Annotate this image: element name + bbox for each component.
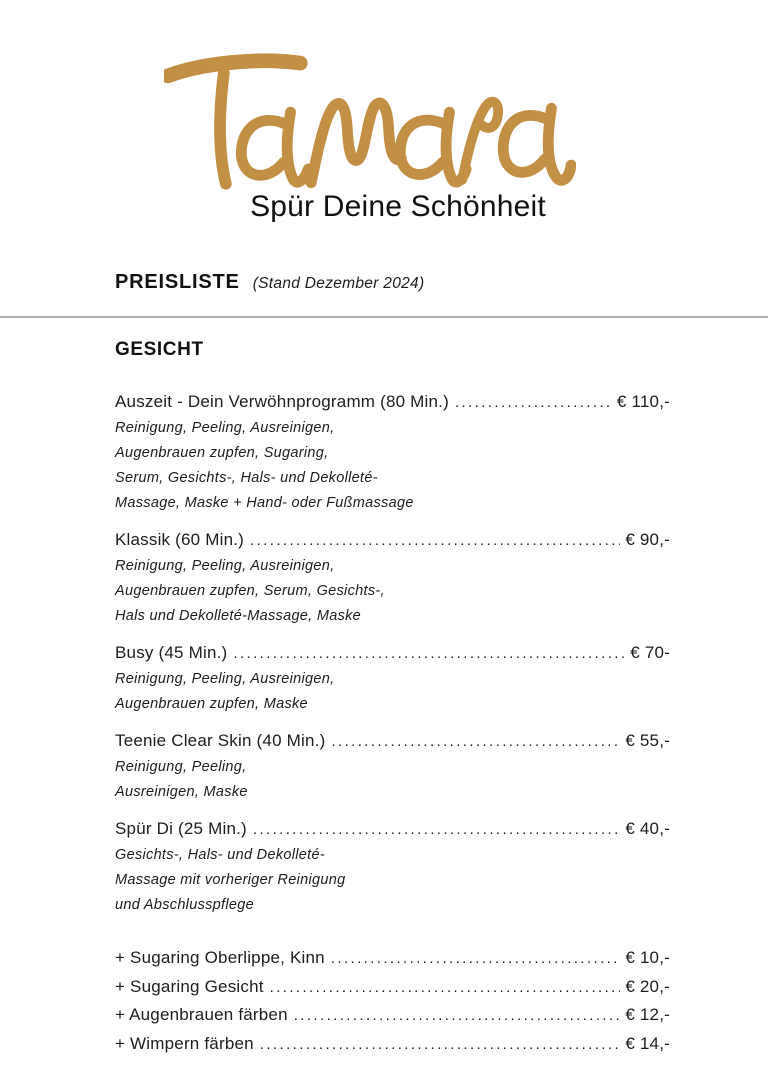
logo-letter-t-stem xyxy=(220,73,226,184)
dot-leader xyxy=(331,945,621,973)
addon-price: € 20,- xyxy=(625,976,670,996)
addon-row-wimpern-faerben xyxy=(115,1030,670,1059)
item-description-line: Ausreinigen, Maske xyxy=(115,784,248,800)
addon-row-sugaring-gesicht xyxy=(115,973,670,1002)
item-description-line: Reinigung, Peeling, Ausreinigen, xyxy=(115,558,335,574)
pricelist-title: PREISLISTE xyxy=(115,271,240,293)
item-price: € 40,- xyxy=(625,819,670,838)
addon-price: € 12,- xyxy=(625,1005,670,1024)
item-price-row xyxy=(115,818,670,841)
item-description-line: Augenbrauen zupfen, Maske xyxy=(115,696,308,712)
item-description-line: Serum, Gesichts-, Hals- und Dekolleté- xyxy=(115,470,378,486)
logo-letter-a2-bowl xyxy=(400,120,446,174)
logo-block xyxy=(0,0,768,224)
logo-letter-m xyxy=(311,103,401,183)
addon-price: € 10,- xyxy=(625,948,670,967)
addon-row-sugaring-oberlippe-kinn xyxy=(115,944,670,973)
item-description xyxy=(115,667,670,717)
addon-name: + Wimpern färben xyxy=(115,1033,254,1053)
tamara-brand-logo xyxy=(164,52,576,190)
pricelist-date: (Stand Dezember 2024) xyxy=(252,275,425,292)
item-name: Teenie Clear Skin (40 Min.) xyxy=(115,731,326,750)
item-description-line: Hals und Dekolleté-Massage, Maske xyxy=(115,608,362,624)
addon-name: + Sugaring Gesicht xyxy=(115,976,264,996)
logo-letter-a1-stem xyxy=(287,112,308,182)
brand-tagline: Spür Deine Schönheit xyxy=(250,190,546,223)
dot-leader xyxy=(233,643,625,665)
item-description-line: Reinigung, Peeling, xyxy=(115,759,247,775)
dot-leader xyxy=(253,819,620,841)
menu-item-auszeit xyxy=(115,391,670,516)
item-description-line: Massage, Maske + Hand- oder Fußmassage xyxy=(115,495,414,511)
item-description-line: Augenbrauen zupfen, Serum, Gesichts-, xyxy=(115,583,385,599)
logo-letter-a1-bowl xyxy=(241,120,287,175)
item-description xyxy=(115,843,670,918)
item-price-row xyxy=(115,529,670,552)
item-description xyxy=(115,416,670,516)
logo-letter-r xyxy=(462,102,498,180)
item-price: € 55,- xyxy=(625,731,670,750)
dot-leader xyxy=(294,1002,621,1030)
item-description-line: Augenbrauen zupfen, Sugaring, xyxy=(115,445,329,461)
item-description xyxy=(115,554,670,629)
item-price: € 90,- xyxy=(625,530,670,549)
item-price-row xyxy=(115,730,670,753)
item-description-line: Reinigung, Peeling, Ausreinigen, xyxy=(115,671,335,687)
dot-leader xyxy=(270,974,621,1002)
pricelist-header xyxy=(115,271,670,294)
item-description-line: Gesichts-, Hals- und Dekolleté- xyxy=(115,847,325,863)
item-name: Spür Di (25 Min.) xyxy=(115,819,247,838)
menu-item-klassik xyxy=(115,529,670,629)
item-price-row xyxy=(115,642,670,665)
item-description-line: Massage mit vorheriger Reinigung xyxy=(115,872,346,888)
addon-name: + Augenbrauen färben xyxy=(115,1005,288,1024)
addon-price: € 14,- xyxy=(625,1033,670,1053)
logo-letter-a3-bowl xyxy=(503,115,548,172)
item-description-line: Reinigung, Peeling, Ausreinigen, xyxy=(115,420,335,436)
addon-row-augenbrauen-faerben xyxy=(115,1001,670,1030)
item-name: Busy (45 Min.) xyxy=(115,643,228,662)
section-title-gesicht: GESICHT xyxy=(115,339,204,360)
menu-item-teenie-clear-skin xyxy=(115,730,670,805)
treatment-list xyxy=(115,391,670,918)
dot-leader xyxy=(455,392,612,414)
item-name: Auszeit - Dein Verwöhnprogramm (80 Min.) xyxy=(115,392,449,411)
menu-item-busy xyxy=(115,642,670,717)
item-price-row xyxy=(115,391,670,414)
item-price: € 110,- xyxy=(616,392,670,411)
dot-leader xyxy=(250,530,620,552)
menu-item-spuer-di xyxy=(115,818,670,918)
dot-leader xyxy=(331,731,620,753)
dot-leader xyxy=(260,1031,621,1059)
item-description-line: und Abschlusspflege xyxy=(115,897,254,913)
logo-letter-t-bar xyxy=(168,61,300,76)
item-name: Klassik (60 Min.) xyxy=(115,530,245,549)
addon-list xyxy=(115,944,670,1058)
item-description xyxy=(115,755,670,805)
header-divider xyxy=(0,316,768,318)
addon-name: + Sugaring Oberlippe, Kinn xyxy=(115,948,325,967)
item-price: € 70- xyxy=(630,643,670,662)
logo-letter-a3-stem xyxy=(548,108,571,180)
